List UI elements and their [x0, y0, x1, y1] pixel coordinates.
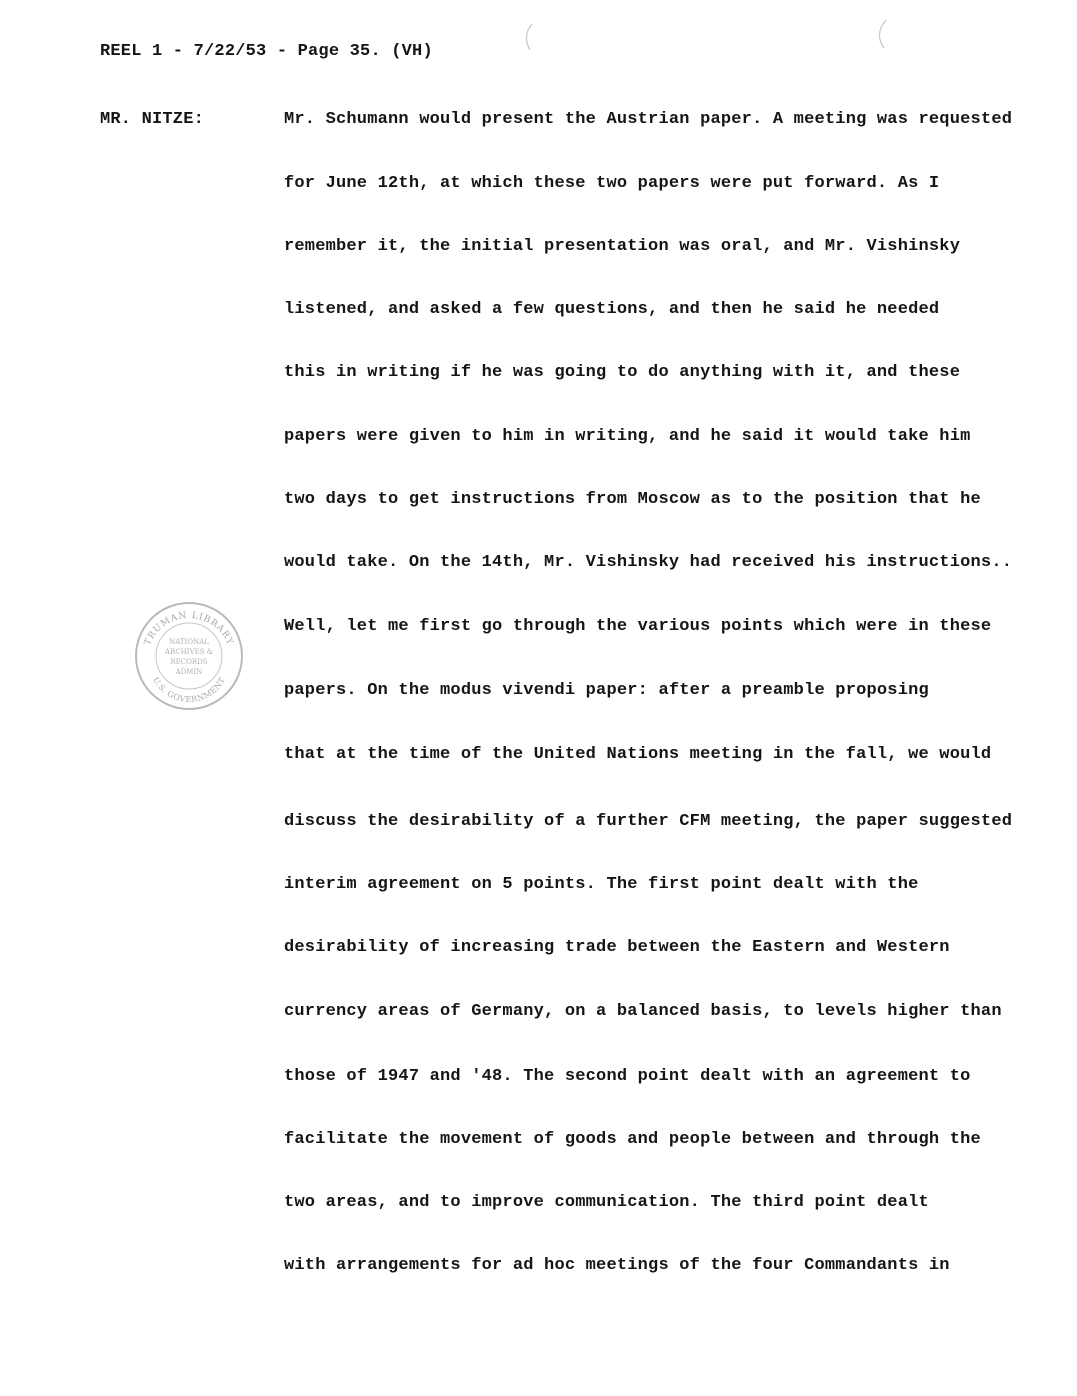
body-line: those of 1947 and '48. The second point dealt with an agreement to	[284, 1067, 971, 1086]
body-line: would take. On the 14th, Mr. Vishinsky had received his instructions..	[284, 553, 1013, 572]
body-line: Mr. Schumann would present the Austrian paper. A meeting was requested	[284, 110, 1013, 129]
svg-text:NATIONAL: NATIONAL	[169, 638, 209, 646]
svg-text:TRUMAN LIBRARY: TRUMAN LIBRARY	[142, 610, 236, 647]
svg-text:ARCHIVES &: ARCHIVES &	[165, 648, 213, 656]
body-line: Well, let me first go through the various points which were in these	[284, 617, 992, 636]
svg-text:U.S. GOVERNMENT: U.S. GOVERNMENT	[150, 675, 228, 705]
speaker-label: MR. NITZE:	[100, 110, 205, 129]
body-line: this in writing if he was going to do anything with it, and these	[284, 363, 961, 382]
body-line: two days to get instructions from Moscow as to the position that he	[284, 490, 981, 509]
body-line: desirability of increasing trade between the Eastern and Western	[284, 938, 950, 957]
body-line: papers. On the modus vivendi paper: after a preamble proposing	[284, 681, 929, 700]
body-line: two areas, and to improve communication. The third point dealt	[284, 1193, 929, 1212]
archive-stamp-seal	[133, 600, 245, 712]
scan-artifact-mark	[520, 22, 536, 52]
body-line: for June 12th, at which these two papers were put forward. As I	[284, 174, 940, 193]
scan-artifact-mark	[872, 18, 892, 52]
svg-text:RECORDS: RECORDS	[170, 658, 208, 666]
body-line: listened, and asked a few questions, and then he said he needed	[284, 300, 940, 319]
body-line: currency areas of Germany, on a balanced basis, to levels higher than	[284, 1002, 1002, 1021]
svg-text:ADMIN: ADMIN	[175, 668, 203, 676]
body-line: that at the time of the United Nations meeting in the fall, we would	[284, 745, 992, 764]
body-line: with arrangements for ad hoc meetings of the four Commandants in	[284, 1256, 950, 1275]
body-line: interim agreement on 5 points. The first point dealt with the	[284, 875, 919, 894]
page-header: REEL 1 - 7/22/53 - Page 35. (VH)	[100, 42, 433, 61]
body-line: facilitate the movement of goods and people between and through the	[284, 1130, 981, 1149]
body-line: remember it, the initial presentation was oral, and Mr. Vishinsky	[284, 237, 961, 256]
body-line: discuss the desirability of a further CFM meeting, the paper suggested	[284, 812, 1013, 831]
body-line: papers were given to him in writing, and he said it would take him	[284, 427, 971, 446]
